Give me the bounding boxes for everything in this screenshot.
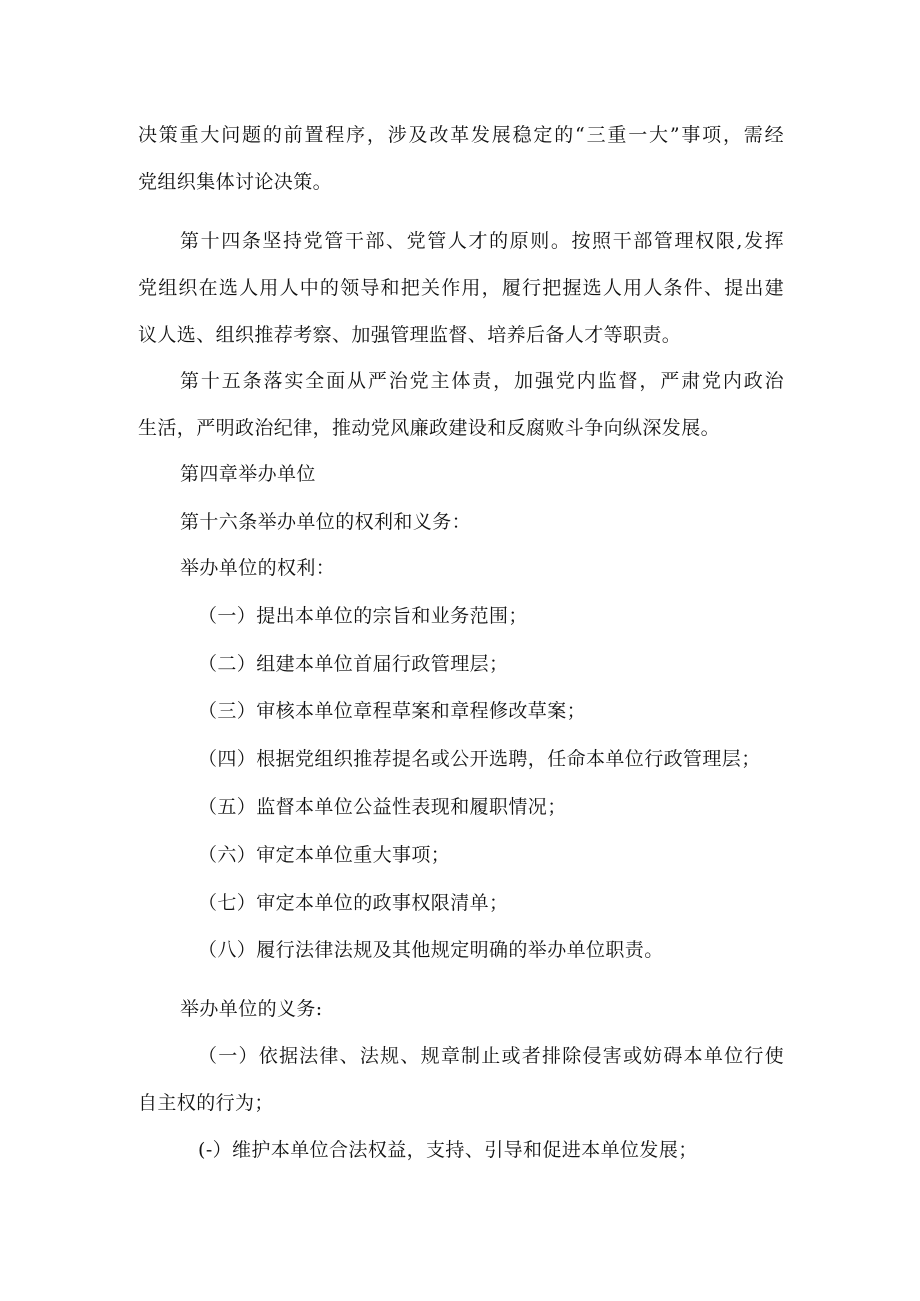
article-14-line: 党组织在选人用人中的领导和把关作用，履行把握选人用人条件、提出建: [138, 277, 784, 299]
paragraph-line: 党组织集体讨论决策。: [138, 171, 333, 193]
rights-item: （五）监督本单位公益性表现和履职情况；: [198, 796, 567, 818]
chapter-heading: 第四章举办单位: [180, 463, 316, 485]
paragraph-line: 决策重大问题的前置程序，涉及改革发展稳定的“三重一大”事项，需经: [138, 124, 784, 146]
obligations-item: （一）依据法律、法规、规章制止或者排除侵害或妨碍本单位行使: [198, 1045, 784, 1067]
article-14-line: 议人选、组织推荐考察、加强管理监督、培养后备人才等职责。: [138, 324, 682, 346]
rights-item: （六）审定本单位重大事项；: [198, 844, 451, 866]
article-15-line: 第十五条落实全面从严治党主体责，加强党内监督，严肃党内政治: [180, 370, 784, 392]
obligations-heading: 举办单位的义务:: [180, 998, 323, 1020]
rights-heading: 举办单位的权利：: [180, 557, 336, 579]
rights-item: （三）审核本单位章程草案和章程修改草案；: [198, 700, 587, 722]
rights-item: （八）履行法律法规及其他规定明确的举办单位职责。: [198, 939, 664, 961]
obligations-item: (-）维护本单位合法权益，支持、引导和促进本单位发展；: [198, 1139, 698, 1161]
article-16-heading: 第十六条举办单位的权利和义务：: [180, 511, 472, 533]
rights-item: （四）根据党组织推荐提名或公开选聘，任命本单位行政管理层；: [198, 748, 761, 770]
rights-item: （七）审定本单位的政事权限清单；: [198, 892, 509, 914]
article-15-line: 生活，严明政治纪律，推动党风廉政建设和反腐败斗争向纵深发展。: [138, 417, 721, 439]
article-14-line: 第十四条坚持党管干部、党管人才的原则。按照干部管理权限,发挥: [180, 230, 784, 252]
obligations-item: 自主权的行为；: [138, 1092, 274, 1114]
rights-item: （一）提出本单位的宗旨和业务范围；: [198, 605, 528, 627]
rights-item: （二）组建本单位首届行政管理层；: [198, 653, 509, 675]
